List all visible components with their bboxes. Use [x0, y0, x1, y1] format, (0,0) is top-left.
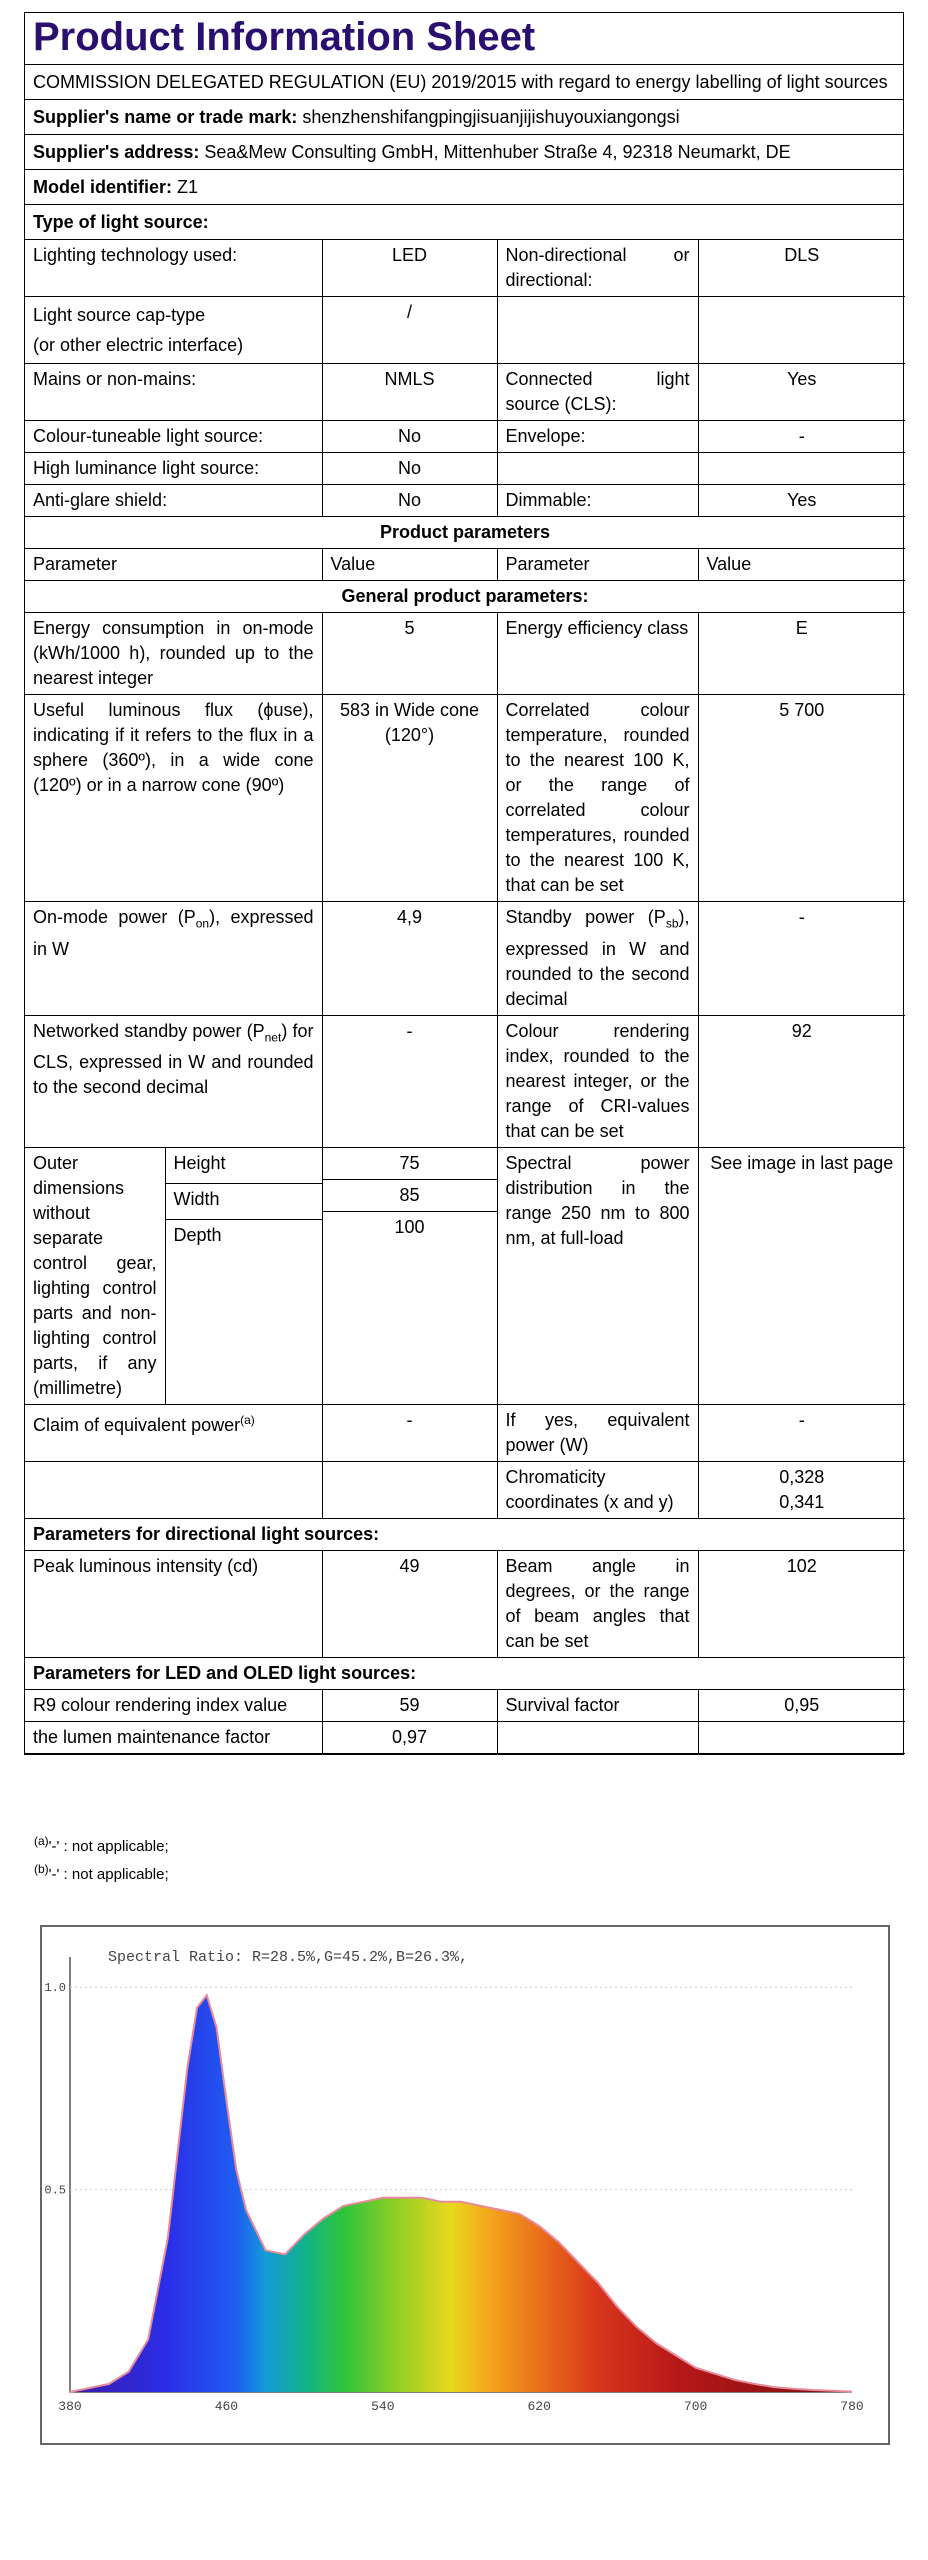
- cell-label: Lighting technology used:: [25, 240, 322, 297]
- cell-value: 59: [322, 1689, 497, 1721]
- cell-empty: [698, 1721, 905, 1753]
- footnotes: [34, 1830, 169, 1886]
- cell-label: Standby power $(P_{sb})$, expressed in W and rounded to the second decimal: [497, 902, 698, 1016]
- chart-title: Spectral Ratio: R=28.5%,G=45.2%,B=26.3%,: [108, 1949, 469, 1966]
- x-tick-label: 780: [840, 2399, 864, 2414]
- cell-label: Chromaticity coordinates (x and y): [497, 1461, 698, 1518]
- x-tick-label: 460: [214, 2399, 239, 2414]
- page-title: Product Information Sheet: [33, 15, 536, 59]
- height-value: 75: [323, 1148, 497, 1180]
- cell-value: Yes: [698, 485, 905, 517]
- supplier-name-value: shenzhenshifangpingjisuanjijishuyouxiangongsi: [302, 107, 680, 127]
- led-header: Parameters for LED and OLED light sources:: [25, 1657, 905, 1689]
- cell-label: Connected light source (CLS):: [497, 364, 698, 421]
- cell-label: High luminance light source:: [25, 453, 322, 485]
- spectral-chart: [40, 1925, 890, 2445]
- table-row: [25, 695, 905, 902]
- cell-value: 92: [698, 1015, 905, 1147]
- y-tick-label: 1.0: [44, 1981, 66, 1996]
- table-row: [25, 1015, 905, 1147]
- column-header: Value: [322, 549, 497, 581]
- spectrum-area: [70, 1995, 852, 2392]
- cell-value: LED: [322, 240, 497, 297]
- cell-label: Energy consumption in on-mode (kWh/1000 h), rounded up to the nearest integer: [25, 613, 322, 695]
- spec-table: [25, 240, 905, 1754]
- cell-label: Dimmable:: [497, 485, 698, 517]
- table-row: [25, 1518, 905, 1550]
- regulation-text: COMMISSION DELEGATED REGULATION (EU) 2019/2015 with regard to energy labelling of light sources: [25, 64, 903, 99]
- table-row: [25, 613, 905, 695]
- chromaticity-x: 0,328: [779, 1466, 825, 1487]
- cell-value: 0,97: [322, 1721, 497, 1753]
- cell-empty: [322, 1461, 497, 1518]
- cell-empty: [25, 1461, 322, 1518]
- cell-label: Mains or non-mains:: [25, 364, 322, 421]
- table-row: [25, 1461, 905, 1518]
- table-row: [25, 1657, 905, 1689]
- cell-label: Spectral power distribution in the range 250 nm to 800 nm, at full-load: [497, 1147, 698, 1404]
- supplier-address-label: Supplier's address:: [33, 142, 200, 162]
- x-tick-label: 700: [683, 2399, 708, 2414]
- cell-label: [25, 297, 322, 364]
- cell-value: 102: [698, 1550, 905, 1657]
- depth-label: Depth: [173, 1224, 222, 1245]
- cell-value: DLS: [698, 240, 905, 297]
- column-header: Parameter: [25, 549, 322, 581]
- model-label: Model identifier:: [33, 177, 172, 197]
- cell-value: No: [322, 453, 497, 485]
- supplier-name-row: [25, 99, 903, 134]
- table-row: [25, 453, 905, 485]
- cell-value: 5: [322, 613, 497, 695]
- cell-label: Networked standby power $(P_{net})$ for CLS, expressed in W and rounded to the second decimal: [25, 1015, 322, 1147]
- y-tick-label: 0.5: [44, 2183, 66, 2198]
- cell-value: 49: [322, 1550, 497, 1657]
- width-label: Width: [165, 1183, 322, 1219]
- dimensions-values: [322, 1147, 497, 1404]
- cell-value: No: [322, 485, 497, 517]
- cap-type-label: Light source cap-type: [33, 305, 206, 325]
- cell-value: [698, 1461, 905, 1518]
- dimensions-subtable: [25, 1148, 322, 1404]
- model-row: [25, 169, 903, 204]
- depth-value: 100: [394, 1216, 425, 1237]
- cell-value: Yes: [698, 364, 905, 421]
- cap-type-label-sub: (or other electric interface): [33, 335, 244, 355]
- table-row: [25, 364, 905, 421]
- cell-empty: [698, 453, 905, 485]
- x-tick-label: 620: [527, 2399, 551, 2414]
- product-information-sheet: [24, 12, 904, 1755]
- cell-value: -: [322, 1015, 497, 1147]
- cell-empty: [698, 297, 905, 364]
- cell-value: 4,9: [322, 902, 497, 1016]
- cell-value: No: [322, 421, 497, 453]
- dimensions-label: Outer dimensions without separate control gear, lighting control parts and non-lighting control parts, if any (millimetre): [25, 1148, 165, 1404]
- column-header: Value: [698, 549, 905, 581]
- cell-label: Colour-tuneable light source:: [25, 421, 322, 453]
- type-header: Type of light source:: [25, 204, 903, 240]
- dimensions-cell: [25, 1147, 322, 1404]
- cell-empty: [497, 1721, 698, 1753]
- cell-label: Beam angle in degrees, or the range of beam angles that can be set: [497, 1550, 698, 1657]
- x-tick-label: 540: [371, 2399, 395, 2414]
- cell-label: R9 colour rendering index value: [25, 1689, 322, 1721]
- table-row: [25, 1147, 905, 1404]
- cell-label: Useful luminous flux (ϕuse), indicating if it refers to the flux in a sphere (360º), in a wide cone (120º) or in a narrow cone (90º): [25, 695, 322, 902]
- table-row: [25, 1689, 905, 1721]
- general-parameters-header: General product parameters:: [25, 581, 905, 613]
- cell-label: On-mode power $(P_{on})$, expressed in W: [25, 902, 322, 1016]
- cell-label: the lumen maintenance factor: [25, 1721, 322, 1753]
- column-header: Parameter: [497, 549, 698, 581]
- cell-label: Survival factor: [497, 1689, 698, 1721]
- cell-label: Anti-glare shield:: [25, 485, 322, 517]
- directional-header: Parameters for directional light sources:: [25, 1518, 905, 1550]
- cell-value: 5 700: [698, 695, 905, 902]
- table-row: [25, 297, 905, 364]
- table-row: [25, 240, 905, 297]
- height-label: Height: [165, 1148, 322, 1183]
- table-row: [25, 517, 905, 549]
- footnote-a: $^{(a)}$'-' : not applicable;: [34, 1834, 169, 1855]
- table-row: [25, 1721, 905, 1753]
- table-row: [25, 421, 905, 453]
- table-row: [25, 1404, 905, 1461]
- cell-label: Claim of equivalent power$^{(a)}$: [25, 1404, 322, 1461]
- x-tick-label: 380: [58, 2399, 82, 2414]
- cell-empty: [497, 453, 698, 485]
- product-parameters-header: Product parameters: [25, 517, 905, 549]
- table-row: [25, 549, 905, 581]
- cell-label: If yes, equivalent power (W): [497, 1404, 698, 1461]
- supplier-address-row: [25, 134, 903, 169]
- spectral-plot: [42, 1927, 888, 2443]
- cell-value: NMLS: [322, 364, 497, 421]
- cell-empty: [497, 297, 698, 364]
- width-value: 85: [323, 1180, 497, 1212]
- cell-value: -: [698, 421, 905, 453]
- cell-label: Envelope:: [497, 421, 698, 453]
- chromaticity-y: 0,341: [779, 1491, 825, 1512]
- cell-value: -: [322, 1404, 497, 1461]
- table-row: [25, 1550, 905, 1657]
- cell-value: /: [322, 297, 497, 364]
- cell-value: 0,95: [698, 1689, 905, 1721]
- supplier-address-value: Sea&Mew Consulting GmbH, Mittenhuber Straße 4, 92318 Neumarkt, DE: [204, 142, 791, 162]
- supplier-name-label: Supplier's name or trade mark:: [33, 107, 298, 127]
- cell-label: Correlated colour temperature, rounded to the nearest 100 K, or the range of correlated colour temperatures, rounded to the nearest 100 K, that can be set: [497, 695, 698, 902]
- cell-label: Energy efficiency class: [497, 613, 698, 695]
- cell-value: See image in last page: [698, 1147, 905, 1404]
- table-row: [25, 902, 905, 1016]
- table-row: [25, 485, 905, 517]
- cell-value: -: [698, 1404, 905, 1461]
- table-row: [25, 581, 905, 613]
- model-value: Z1: [177, 177, 199, 197]
- cell-label: Colour rendering index, rounded to the nearest integer, or the range of CRI-values that can be set: [497, 1015, 698, 1147]
- cell-label: Peak luminous intensity (cd): [25, 1550, 322, 1657]
- cell-value: 583 in Wide cone (120°): [322, 695, 497, 902]
- cell-value: -: [698, 902, 905, 1016]
- footnote-b: $^{(b)}$'-' : not applicable;: [34, 1862, 169, 1883]
- cell-label: Non-directional or directional:: [497, 240, 698, 297]
- cell-value: E: [698, 613, 905, 695]
